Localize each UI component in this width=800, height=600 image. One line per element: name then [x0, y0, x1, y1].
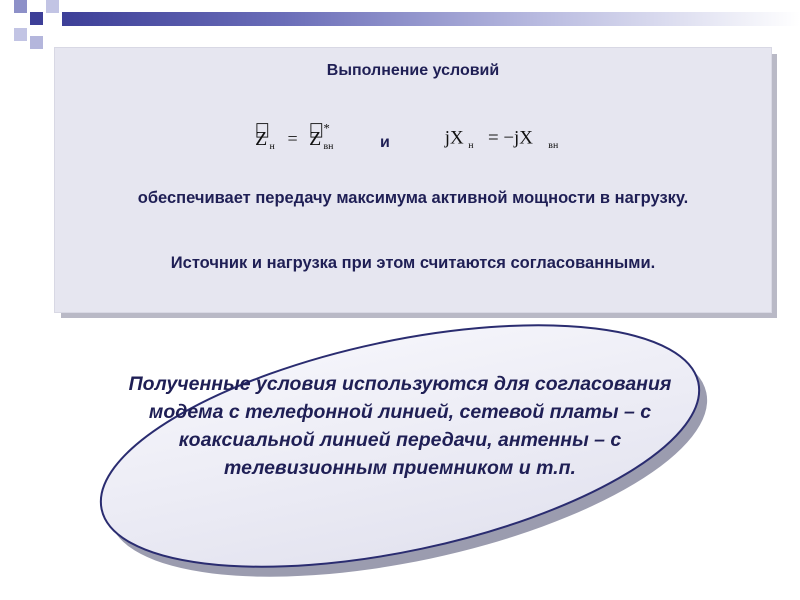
decor-square: [14, 0, 27, 13]
formula-reactance-match: [435, 120, 595, 156]
formula-right-eq: = −jX: [488, 127, 533, 149]
decor-square: [46, 0, 59, 13]
decor-square: [14, 28, 27, 41]
header-gradient-bar: [62, 12, 800, 26]
formula-left-eq: =: [287, 128, 298, 149]
formula-left-rhs: Z: [309, 128, 322, 151]
formula-left-lhs: Z: [255, 128, 268, 151]
decor-square: [30, 36, 43, 49]
paragraph-matched: Источник и нагрузка при этом считаются согласованными.: [170, 254, 656, 272]
info-box: [54, 47, 772, 313]
box-title: Выполнение условий: [326, 62, 500, 79]
formula-left-lhs-sub: н: [269, 140, 275, 152]
and-word: и: [380, 134, 390, 151]
formula-right-lhs-sub: н: [468, 139, 474, 151]
formula-right-rhs-sub: вн: [548, 139, 559, 151]
formula-right-lhs: jX: [444, 127, 464, 149]
decor-square: [30, 12, 43, 25]
formula-left-rhs-sub: вн: [323, 140, 334, 152]
formula-impedance-match: [245, 120, 375, 156]
ellipse-text: Полученные условия используются для согласования модема с телефонной линией, сетевой платы – с коаксиальной линией передачи, антенны – с телевизионным приемником и т.п.: [128, 373, 672, 479]
paragraph-max-power: обеспечивает передачу максимума активной мощности в нагрузку.: [137, 189, 689, 207]
formula-left-rhs-sup: *: [323, 121, 330, 136]
